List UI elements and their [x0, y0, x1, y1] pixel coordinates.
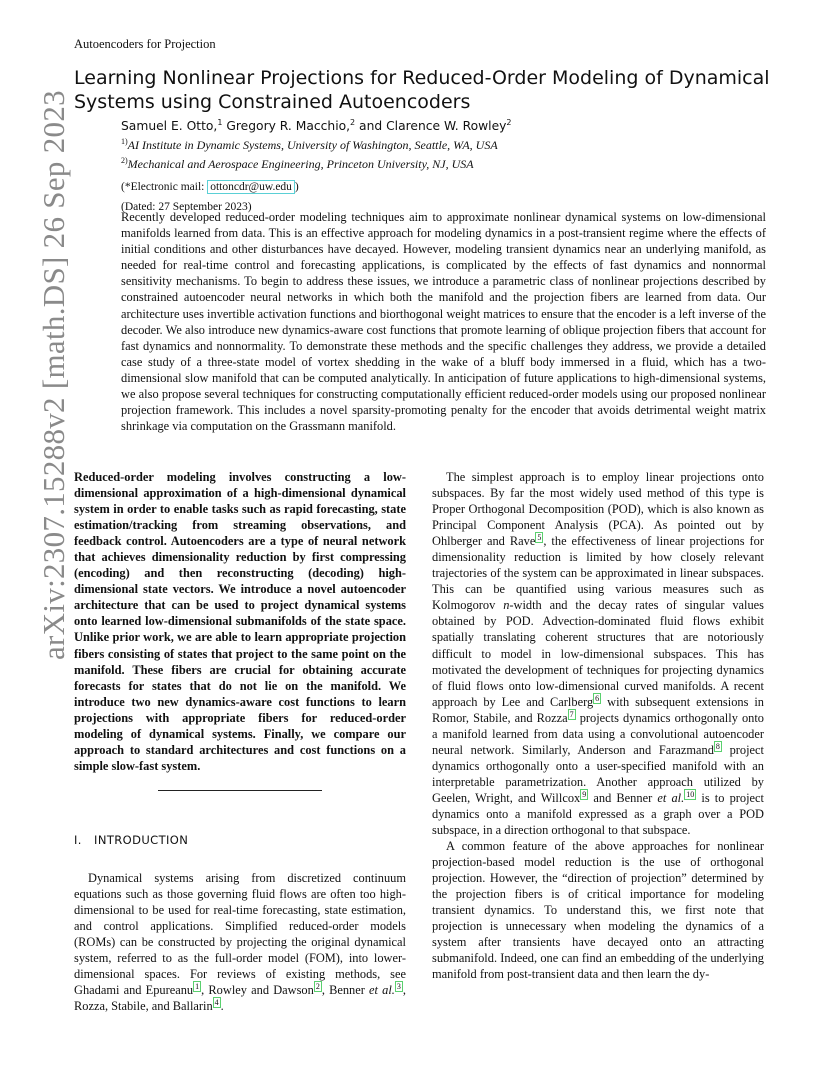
- affiliation-mark: 1): [121, 137, 128, 147]
- et-al: et al.: [369, 983, 395, 998]
- abstract: Recently developed reduced-order modeling techniques aim to approximate nonlinear dynamical systems on low-dimensional manifolds learned from data. This is an effective approach for modeling dynamics in a post-transient regime where the effects of initial conditions and other disturbances have decayed. However, modeling transient dynamics near an underlying manifold, as needed for real-time control and forecasting applications, is complicated by the effects of fast dynamics and nonnormal sensitivity mechanisms. To begin to address these issues, we introduce a parametric class of nonlinear projections described by constrained autoencoder neural networks in which both the manifold and the projection fibers are learned from data. Our architecture uses invertible activation functions and biorthogonal weight matrices to ensure that the encoder is a left inverse of the decoder. We also introduce new dynamics-aware cost functions that promote learning of oblique projection fibers that account for fast dynamics and nonnormality. To demonstrate these methods and the specific challenges they address, we provide a detailed case study of a three-state model of vortex shedding in the wake of a bluff body immersed in a fluid, which has a two-dimensional slow manifold that can be computed analytically. In anticipation of future applications to high-dimensional systems, we also propose several techniques for constructing computationally efficient reduced-order models using our proposed nonlinear projection framework. This includes a novel sparsity-promoting penalty for the encoder that avoids detrimental weight matrix shrinkage via computation on the Grassmann manifold.: [121, 210, 766, 434]
- divider-rule: [158, 790, 322, 791]
- affiliation-1: [121, 134, 766, 153]
- text-run: project dynamics orthogonally onto a user-specified manifold with an interpretable parametrization. Another approach utilized by Geelen, Wright, and Willcox: [432, 742, 764, 805]
- email-suffix: ): [294, 181, 299, 194]
- author-otto: Samuel E. Otto,: [121, 119, 218, 134]
- text-run: and Benner: [588, 790, 658, 805]
- author-mark: 1: [217, 118, 223, 127]
- text-run: Dynamical systems arising from discretized continuum equations such as those governing fluid flows are often too high-dimensional to be used for real-time forecasting, state estimation, and control applications. Simplified reduced-order models (ROMs) can be constructed by projecting the original dynamical system, referred to as the full-order model (FOM), into lower-dimensional spaces. For reviews of existing methods, see Ghadami and Epureanu: [74, 870, 406, 998]
- citation-link[interactable]: 6: [595, 693, 600, 703]
- text-run: is to project dynamics onto a manifold expressed as a graph over a POD subspace, in a direction orthogonal to that subspace.: [432, 790, 764, 838]
- text-run: , Rowley and Dawson: [201, 983, 314, 998]
- citation-link[interactable]: 5: [537, 533, 542, 543]
- intro-paragraph-2: [432, 469, 764, 838]
- affiliation-2: [121, 153, 766, 172]
- paper-title: Learning Nonlinear Projections for Reduced-Order Modeling of Dynamical Systems using Constrained Autoencoders: [74, 67, 770, 113]
- date-line: (Dated: 27 September 2023): [121, 201, 252, 214]
- citation-link[interactable]: 2: [315, 982, 320, 992]
- intro-paragraph-3: A common feature of the above approaches for nonlinear projection-based model reduction is the use of orthogonal projection. However, the “direction of projection” determined by the projection fibers is of critical importance for modeling transient dynamics. To understand this, we first note that projection is unnecessary when modeling the dynamics of a system after transients have decayed onto an attracting submanifold. Indeed, one can find an embedding of the underlying manifold from post-transient data and then learn the dy-: [432, 839, 764, 982]
- email-line: [121, 181, 766, 193]
- section-heading: [74, 832, 406, 848]
- affiliation-text: AI Institute in Dynamic Systems, University of Washington, Seattle, WA, USA: [127, 138, 498, 153]
- text-run: , the effectiveness of linear projections for dimensionality reduction is limited by how closely relevant trajectories of the system can be approximated in linear subspaces. This can be quantified using various measures such as Kolmogorov: [432, 534, 764, 613]
- right-column: [432, 469, 764, 983]
- text-run: The simplest approach is to employ linear projections onto subspaces. By far the most widely used method of this type is Proper Orthogonal Decomposition (POD), which is also known as Principal Component Analysis (PCA). As pointed out by Ohlberger and Rave: [432, 470, 764, 549]
- left-column: [74, 469, 406, 1014]
- section-number: I.: [74, 832, 82, 847]
- front-matter: [121, 115, 766, 213]
- citation-link[interactable]: 4: [214, 998, 219, 1008]
- et-al: et al.: [657, 790, 685, 805]
- citation-link[interactable]: 8: [715, 741, 720, 751]
- math-n: n: [503, 598, 510, 613]
- section-title: INTRODUCTION: [94, 832, 189, 847]
- text-run: , Benner: [321, 983, 370, 998]
- citation-link[interactable]: 1: [195, 982, 200, 992]
- text-run: .: [220, 999, 224, 1014]
- text-run: with subsequent extensions in Romor, Stabile, and Rozza: [432, 694, 764, 725]
- text-run: projects dynamics orthogonally onto a manifold learned from data using a convolutional autoencoder neural network. Similarly, Anderson and Farazmand: [432, 710, 764, 757]
- author-mark: 2: [506, 118, 512, 127]
- citation-link[interactable]: 9: [582, 789, 587, 799]
- text-run: , Rozza, Stabile, and Ballarin: [74, 983, 407, 1014]
- author-macchio: Gregory R. Macchio,: [222, 119, 351, 134]
- affiliation-text: Mechanical and Aerospace Engineering, Princeton University, NJ, USA: [127, 157, 474, 172]
- lay-summary: Reduced-order modeling involves constructing a low-dimensional approximation of a high-dimensional dynamical system in order to enable tasks such as rapid forecasting, state estimation/tracking from streaming observations, and feedback control. Autoencoders are a type of neural network that achieves dimensionality reduction by first compressing (encoding) and then reconstructing (decoding) high-dimensional state vectors. We introduce a novel autoencoder architecture that can be used to project dynamical systems onto learned low-dimensional submanifolds of the state space. Unlike prior work, we are able to learn appropriate projection fibers consisting of states that project to the same point on the manifold. These fibers are crucial for obtaining accurate forecasts for states that do not lie on the manifold. We introduce two new dynamics-aware cost functions to learn projections with appropriate fibers for reduced-order modeling of dynamical systems. Finally, we compare our approach to standard architectures and cost functions on a simple slow-fast system.: [74, 470, 406, 773]
- author-rowley: and Clarence W. Rowley: [355, 119, 507, 134]
- running-head: Autoencoders for Projection: [74, 37, 216, 51]
- email-prefix: (*Electronic mail:: [121, 181, 208, 194]
- affiliation-mark: 2): [121, 156, 128, 166]
- author-list: [121, 115, 766, 134]
- email-link[interactable]: ottoncdr@uw.edu: [207, 180, 295, 194]
- citation-link[interactable]: 3: [396, 982, 401, 992]
- citation-link[interactable]: 7: [569, 709, 574, 719]
- text-run: -width and the decay rates of singular values obtained by POD. Advection-dominated fluid flows exhibit spatially translating coherent structures that are notoriously difficult to model in low-dimensional subspaces. This has motivated the development of techniques for projecting dynamics of fluid flows onto low-dimensional curved manifolds. A recent approach by Lee and Carlberg: [432, 598, 764, 709]
- author-mark: 2: [350, 118, 356, 127]
- citation-link[interactable]: 10: [686, 789, 695, 799]
- arxiv-stamp: arXiv:2307.15288v2 [math.DS] 26 Sep 2023: [36, 90, 71, 660]
- intro-paragraph-1: [74, 870, 406, 1014]
